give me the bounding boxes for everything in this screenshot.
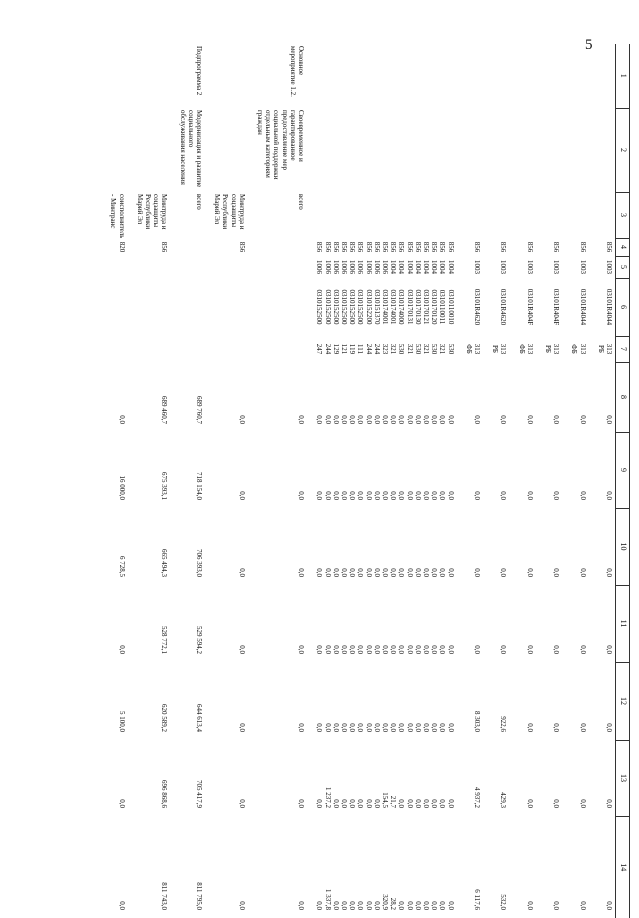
cell-title: Модернизация и развитие социального обслуживания населения xyxy=(178,110,204,188)
cell-amount: 0,0 xyxy=(237,799,246,808)
column-header: 13 xyxy=(616,740,630,816)
table-row xyxy=(509,44,535,918)
cell-grbs: 856 xyxy=(605,241,613,253)
cell-grbs xyxy=(170,238,205,256)
cell-title xyxy=(483,108,509,192)
table-row xyxy=(536,44,562,918)
cell-amount: 8 303,0 xyxy=(472,711,481,732)
cell-executor xyxy=(589,192,616,238)
cell-csr: 03101R4620 xyxy=(499,288,508,326)
page-number: 5 xyxy=(585,37,593,53)
cell-amount: 0,0 xyxy=(552,645,561,654)
cell-grbs: 856 xyxy=(525,241,534,253)
cell-program xyxy=(483,44,509,108)
cell-amount: 0,0 xyxy=(605,901,613,910)
cell-amount: 0,0 xyxy=(605,415,613,424)
cell-program xyxy=(589,44,616,108)
column-number-header xyxy=(616,44,630,918)
cell-vr: 313 ФБ xyxy=(464,343,481,355)
cell-amount: 0,0 xyxy=(525,568,534,577)
cell-amount: 0,0 xyxy=(499,415,508,424)
cell-amount: 0,0 xyxy=(552,568,561,577)
cell-amount: 0,0 xyxy=(237,901,246,910)
cell-amount: 16 000,0 xyxy=(117,475,126,500)
cell-rzpr: 1003 xyxy=(605,260,613,274)
cell-amount: 665 494,3 xyxy=(160,549,169,577)
cell-grbs: 820 xyxy=(117,241,126,253)
cell-vr xyxy=(248,336,307,362)
cell-grbs: 856 xyxy=(160,241,169,253)
cell-grbs: 856 xyxy=(472,241,481,253)
cell-program xyxy=(205,44,248,108)
cell-amount: 0,0 xyxy=(499,568,508,577)
cell-title xyxy=(589,108,616,192)
cell-executor xyxy=(509,192,535,238)
cell-program xyxy=(101,44,127,108)
cell-amount: 0,0 xyxy=(297,901,306,910)
cell-vr xyxy=(170,336,205,362)
column-header: 6 xyxy=(616,278,630,336)
cell-csr xyxy=(248,278,307,336)
cell-amount: 528 772,1 xyxy=(160,626,169,654)
cell-csr: 03101R4044 xyxy=(578,288,587,326)
cell-vr: 313 ФБ xyxy=(570,343,587,355)
cell-grbs: 856 xyxy=(237,241,246,253)
cell-vr: 313 РБ xyxy=(491,343,508,355)
cell-amount: 0,0 xyxy=(472,491,481,500)
cell-amount: 0,0 xyxy=(237,415,246,424)
cell-executor xyxy=(457,192,483,238)
cell-amount: 0,0 0,0 0,0 0,0 0,0 0,0 0,0 0,0 0,0 0,0 0,0 0,0 0,0 0,0 0,0 0,0 0,0 xyxy=(315,645,455,654)
cell-amount: 0,0 xyxy=(552,723,561,732)
cell-program xyxy=(457,44,483,108)
cell-title xyxy=(307,108,456,192)
cell-csr: 03101R404F xyxy=(552,288,561,326)
cell-rzpr: 1003 xyxy=(499,260,508,274)
cell-rzpr xyxy=(128,256,171,278)
cell-amount: 0,0 0,0 0,0 0,0 0,0 0,0 0,0 0,0 0,0 0,0 0,0 0,0 0,0 0,0 0,0 0,0 0,0 xyxy=(315,491,455,500)
table-row xyxy=(205,44,248,918)
rotated-table-area xyxy=(109,44,630,910)
column-header: 3 xyxy=(616,192,630,238)
cell-vr: 530 321 530 321 530 321 530 321 323 244 244 111 119 121 129 244 247 xyxy=(315,343,455,355)
cell-amount: 0,0 xyxy=(117,901,126,910)
cell-amount: 0,0 xyxy=(237,568,246,577)
cell-amount: 0,0 xyxy=(237,491,246,500)
cell-executor xyxy=(483,192,509,238)
cell-amount: 0,0 xyxy=(525,645,534,654)
column-header: 4 xyxy=(616,238,630,256)
cell-amount: 0,0 0,0 0,0 0,0 0,0 0,0 0,0 28,2 320,9 0,0 0,0 0,0 0,0 0,0 0,0 1 337,8 0,0 xyxy=(315,889,455,910)
cell-rzpr: 1003 xyxy=(525,260,534,274)
cell-amount: 0,0 xyxy=(525,799,534,808)
cell-amount: 5 100,0 xyxy=(117,711,126,732)
cell-amount: 689 760,7 xyxy=(195,396,204,424)
cell-csr xyxy=(170,278,205,336)
table-row xyxy=(483,44,509,918)
cell-amount: 0,0 xyxy=(578,415,587,424)
cell-amount: 0,0 xyxy=(297,568,306,577)
cell-program xyxy=(509,44,535,108)
cell-amount: 0,0 xyxy=(525,901,534,910)
cell-amount: 0,0 xyxy=(605,491,613,500)
cell-vr xyxy=(128,336,171,362)
cell-amount: 0,0 xyxy=(525,723,534,732)
table-row xyxy=(248,44,307,918)
cell-amount: 0,0 xyxy=(499,645,508,654)
cell-amount: 532,0 xyxy=(499,894,508,910)
cell-rzpr: 1004 1004 1004 1004 1004 1004 1004 1004 1006 1006 1006 1006 1006 1006 1006 1006 1006 xyxy=(315,260,455,274)
cell-amount: 0,0 xyxy=(525,491,534,500)
cell-amount: 0,0 xyxy=(472,645,481,654)
cell-amount: 0,0 xyxy=(605,568,613,577)
cell-csr xyxy=(128,278,171,336)
cell-amount: 0,0 xyxy=(117,415,126,424)
cell-amount: 644 613,4 xyxy=(195,704,204,732)
table-row xyxy=(170,44,205,918)
budget-table xyxy=(101,44,630,918)
cell-program xyxy=(307,44,456,108)
column-header: 14 xyxy=(616,816,630,918)
cell-amount: 0,0 xyxy=(552,491,561,500)
cell-amount: 0,0 xyxy=(605,645,613,654)
cell-amount: 718 154,0 xyxy=(195,472,204,500)
cell-csr xyxy=(101,278,127,336)
cell-csr: 03101R4620 xyxy=(472,288,481,326)
cell-executor: Минтруда и соцзащиты Республики Марий Эл xyxy=(135,194,169,230)
table-row xyxy=(589,44,616,918)
table-row xyxy=(307,44,456,918)
cell-amount: 0,0 xyxy=(297,645,306,654)
cell-executor: всего xyxy=(195,194,204,210)
cell-rzpr xyxy=(170,256,205,278)
cell-amount: 0,0 xyxy=(578,901,587,910)
column-header: 8 xyxy=(616,362,630,432)
cell-title xyxy=(101,108,127,192)
cell-amount: 6 728,5 xyxy=(117,556,126,577)
cell-amount: 675 393,1 xyxy=(160,472,169,500)
cell-title xyxy=(562,108,588,192)
cell-rzpr: 1003 xyxy=(552,260,561,274)
cell-program xyxy=(562,44,588,108)
cell-amount: 0,0 xyxy=(578,568,587,577)
cell-amount: 0,0 xyxy=(117,799,126,808)
cell-amount: 689 460,7 xyxy=(160,396,169,424)
cell-amount: 0,0 xyxy=(472,415,481,424)
cell-grbs: 856 856 856 856 856 856 856 856 856 856 856 856 856 856 856 856 856 xyxy=(315,241,455,253)
cell-amount: 811 743,0 xyxy=(160,882,169,910)
cell-amount: 922,6 xyxy=(499,716,508,732)
table-row xyxy=(457,44,483,918)
cell-amount: 4 937,2 xyxy=(472,787,481,808)
cell-vr: 313 РБ xyxy=(543,343,561,355)
table-row xyxy=(101,44,127,918)
cell-amount: 0,0 xyxy=(117,645,126,654)
cell-amount: 0,0 xyxy=(578,491,587,500)
column-header: 12 xyxy=(616,662,630,740)
cell-amount: 0,0 xyxy=(578,799,587,808)
column-header: 1 xyxy=(616,44,630,108)
cell-executor xyxy=(536,192,562,238)
cell-program: Подпрограмма 2 xyxy=(195,46,204,96)
cell-amount: 0,0 xyxy=(499,491,508,500)
cell-amount: 0,0 xyxy=(578,723,587,732)
cell-title xyxy=(457,108,483,192)
cell-amount: 0,0 xyxy=(578,645,587,654)
cell-amount: 0,0 xyxy=(552,799,561,808)
table-row xyxy=(562,44,588,918)
cell-vr xyxy=(205,336,248,362)
cell-grbs: 856 xyxy=(552,241,561,253)
cell-amount: 706 393,0 xyxy=(195,549,204,577)
cell-grbs xyxy=(248,238,307,256)
cell-amount: 0,0 xyxy=(237,723,246,732)
cell-rzpr xyxy=(205,256,248,278)
cell-executor xyxy=(307,192,456,238)
cell-amount: 696 868,6 xyxy=(160,780,169,808)
cell-amount: 0,0 0,0 0,0 0,0 0,0 0,0 0,0 0,0 0,0 0,0 0,0 0,0 0,0 0,0 0,0 0,0 0,0 xyxy=(315,415,455,424)
cell-executor: Минтруда и соцзащиты Республики Марий Эл xyxy=(213,194,246,230)
cell-amount: 0,0 xyxy=(605,799,613,808)
cell-amount: 0,0 xyxy=(297,491,306,500)
cell-amount: 0,0 xyxy=(297,799,306,808)
cell-amount: 0,0 xyxy=(552,901,561,910)
cell-amount: 0,0 xyxy=(552,415,561,424)
cell-amount: 705 417,9 xyxy=(195,780,204,808)
cell-amount: 0,0 0,0 0,0 0,0 0,0 0,0 0,0 0,0 0,0 0,0 0,0 0,0 0,0 0,0 0,0 0,0 0,0 xyxy=(315,568,455,577)
column-header: 2 xyxy=(616,108,630,192)
cell-csr xyxy=(205,278,248,336)
cell-vr xyxy=(101,336,127,362)
cell-rzpr xyxy=(248,256,307,278)
cell-title: Своевременное и гарантированное предоставление мер социальной поддержки отдельным категориям граждан xyxy=(256,110,306,180)
cell-vr: 313 ФБ xyxy=(517,343,534,355)
cell-amount: 0,0 xyxy=(472,568,481,577)
cell-amount: 0,0 0,0 0,0 0,0 0,0 0,0 0,0 21,7 154,5 0,0 0,0 0,0 0,0 0,0 0,0 1 237,2 0,0 xyxy=(315,787,455,808)
cell-csr: 03101R4044 xyxy=(605,288,613,326)
cell-title xyxy=(536,108,562,192)
column-header: 10 xyxy=(616,508,630,585)
cell-amount: 0,0 0,0 0,0 0,0 0,0 0,0 0,0 0,0 0,0 0,0 0,0 0,0 0,0 0,0 0,0 0,0 0,0 xyxy=(315,723,455,732)
cell-executor xyxy=(562,192,588,238)
cell-executor: соисполнитель - Минтранс xyxy=(109,194,126,238)
cell-amount: 0,0 xyxy=(297,723,306,732)
column-header: 11 xyxy=(616,585,630,662)
cell-rzpr: 1003 xyxy=(578,260,587,274)
column-header: 7 xyxy=(616,336,630,362)
cell-title xyxy=(128,108,171,192)
cell-program xyxy=(536,44,562,108)
cell-rzpr xyxy=(101,256,127,278)
cell-executor: всего xyxy=(297,194,306,210)
cell-title xyxy=(509,108,535,192)
cell-rzpr: 1003 xyxy=(472,260,481,274)
cell-program xyxy=(128,44,171,108)
cell-amount: 0,0 xyxy=(605,723,613,732)
cell-amount: 6 117,6 xyxy=(472,889,481,910)
cell-amount: 620 589,2 xyxy=(160,704,169,732)
cell-amount: 811 795,0 xyxy=(195,882,204,910)
cell-grbs: 856 xyxy=(499,241,508,253)
column-header: 9 xyxy=(616,432,630,508)
column-header: 5 xyxy=(616,256,630,278)
cell-vr: 313 РБ xyxy=(596,343,613,355)
cell-amount: 0,0 xyxy=(297,415,306,424)
cell-amount: 529 594,2 xyxy=(195,626,204,654)
cell-csr: 03101R404F xyxy=(525,288,534,326)
cell-program: Основное мероприятие 1.2. xyxy=(288,46,306,97)
cell-title xyxy=(205,108,248,192)
cell-amount: 0,0 xyxy=(525,415,534,424)
cell-amount: 429,3 xyxy=(499,792,508,808)
cell-csr: 0310110010 0310110011 0310170120 0310170121 0310170130 0310170131 0310174000 0310174001 0310174001 0310151370 0310152200 0310152500 0310152500 0310152500 0310152500 0310152500 0310152500 xyxy=(315,289,455,325)
cell-grbs: 856 xyxy=(578,241,587,253)
cell-amount: 0,0 xyxy=(237,645,246,654)
table-row xyxy=(128,44,171,918)
